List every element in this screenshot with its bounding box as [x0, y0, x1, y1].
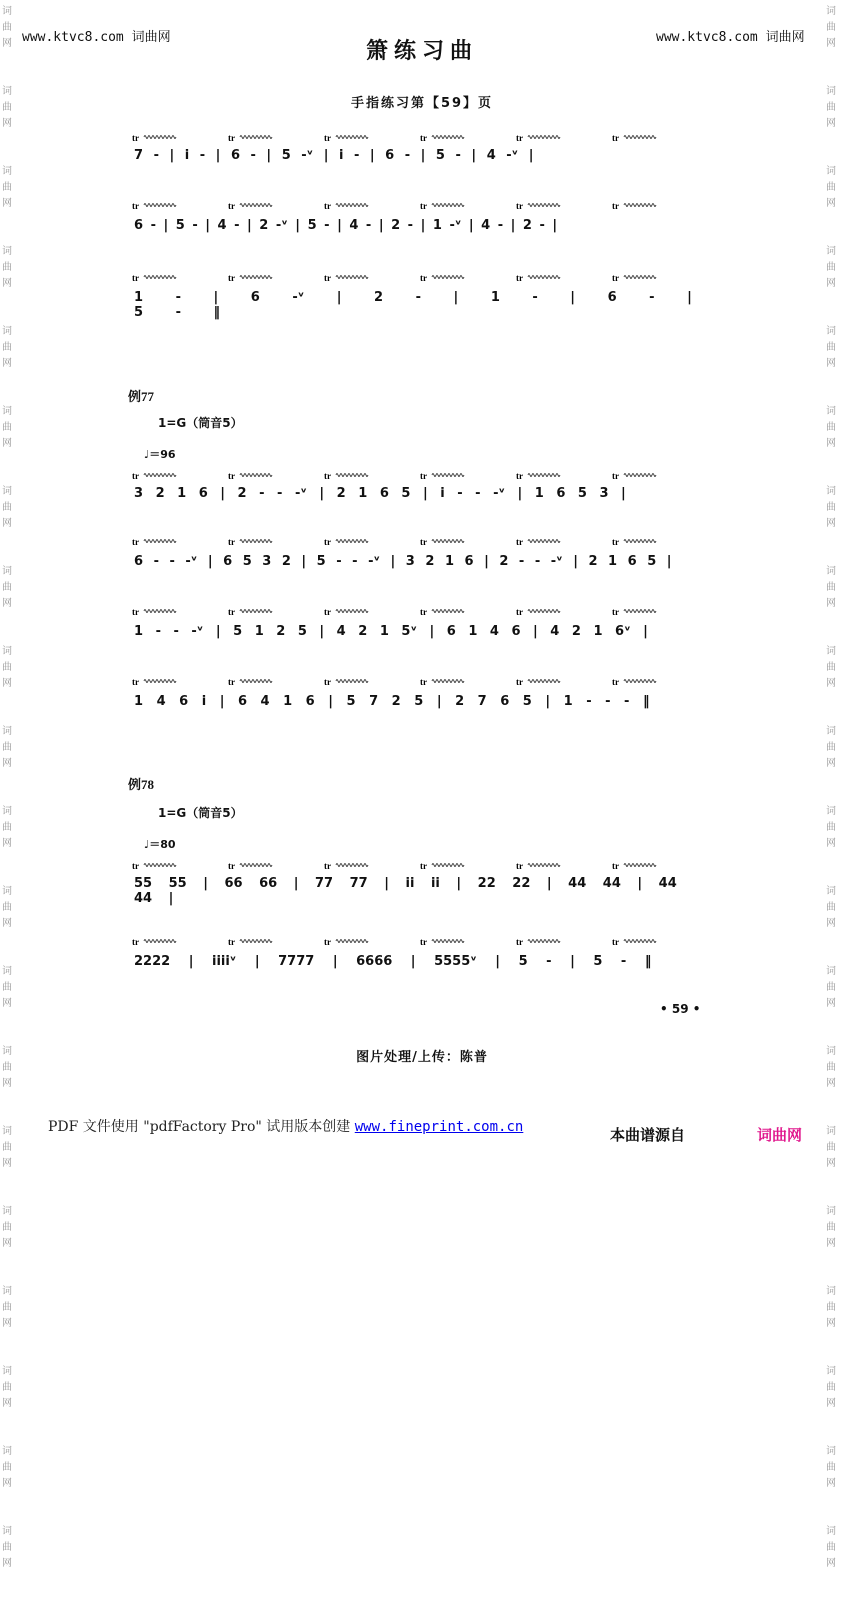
trill-wave — [240, 136, 272, 139]
trill-wave — [144, 940, 176, 943]
trill-symbol: tr — [420, 861, 427, 871]
trill-wave — [432, 204, 464, 207]
trill-marks — [128, 470, 708, 484]
trill-symbol: tr — [612, 537, 619, 547]
score-row — [128, 132, 708, 172]
score-notes: 3 2 1 6 | 2 - - -ᵛ | 2 1 6 5 | i - - -ᵛ | 1 6 5 3 | — [134, 486, 626, 501]
page-subtitle: 手指练习第【59】页 — [350, 96, 494, 111]
trill-wave — [528, 940, 560, 943]
trill-wave — [240, 610, 272, 613]
trill-wave — [240, 204, 272, 207]
trill-symbol: tr — [132, 937, 139, 947]
score-notes: 2222 | iiiiᵛ | 7777 | 6666 | 5555ᵛ | 5 - | 5 - ‖ — [134, 954, 652, 969]
trill-symbol: tr — [324, 201, 331, 211]
left-watermark-strip: 词 曲 网 词 曲 网 词 曲 网 词 曲 网 词 曲 网 词 曲 网 词 曲 网 词 曲 网 词 曲 网 词 曲 网 词 曲 网 词 曲 网 词 曲 网 词 曲 网 词 曲 网 词 曲 网 词 曲 网 词 曲 网 词 曲 网 词 曲 网 — [2, 6, 12, 1569]
score-row — [128, 200, 708, 240]
score-row — [128, 470, 708, 510]
pdf-footer — [48, 1116, 523, 1136]
trill-symbol: tr — [324, 607, 331, 617]
page-title: 箫练习曲 — [365, 38, 478, 64]
score-row — [128, 606, 708, 646]
trill-wave — [144, 680, 176, 683]
tempo-marking: ♩＝80 — [144, 838, 176, 851]
trill-wave — [624, 940, 656, 943]
header-site-right: www.ktvc8.com 词曲网 — [656, 30, 805, 45]
trill-symbol: tr — [420, 537, 427, 547]
trill-symbol: tr — [516, 471, 523, 481]
trill-wave — [432, 136, 464, 139]
trill-wave — [144, 204, 176, 207]
trill-symbol: tr — [132, 537, 139, 547]
trill-symbol: tr — [420, 607, 427, 617]
trill-symbol: tr — [420, 273, 427, 283]
header-site-left: www.ktvc8.com 词曲网 — [22, 30, 171, 45]
right-watermark-strip: 词 曲 网 词 曲 网 词 曲 网 词 曲 网 词 曲 网 词 曲 网 词 曲 网 词 曲 网 词 曲 网 词 曲 网 词 曲 网 词 曲 网 词 曲 网 词 曲 网 词 曲 网 词 曲 网 词 曲 网 词 曲 网 词 曲 网 词 曲 网 — [826, 6, 836, 1569]
trill-symbol: tr — [324, 537, 331, 547]
trill-wave — [144, 474, 176, 477]
trill-wave — [528, 864, 560, 867]
trill-symbol: tr — [132, 677, 139, 687]
trill-symbol: tr — [516, 937, 523, 947]
score-row — [128, 676, 708, 716]
trill-symbol: tr — [132, 471, 139, 481]
trill-symbol: tr — [324, 677, 331, 687]
upload-credit: 图片处理/上传：陈普 — [356, 1050, 488, 1065]
trill-symbol: tr — [420, 201, 427, 211]
trill-wave — [432, 940, 464, 943]
trill-wave — [240, 940, 272, 943]
fineprint-link[interactable]: www.fineprint.com.cn — [354, 1119, 524, 1135]
trill-wave — [336, 474, 368, 477]
trill-symbol: tr — [228, 471, 235, 481]
trill-symbol: tr — [228, 937, 235, 947]
trill-symbol: tr — [612, 133, 619, 143]
trill-wave — [144, 864, 176, 867]
key-signature: 1=G（筒音5） — [158, 416, 243, 430]
trill-symbol: tr — [228, 273, 235, 283]
trill-wave — [432, 610, 464, 613]
trill-wave — [144, 610, 176, 613]
trill-symbol: tr — [612, 607, 619, 617]
trill-symbol: tr — [324, 861, 331, 871]
trill-wave — [240, 540, 272, 543]
trill-wave — [240, 276, 272, 279]
page-number: • 59 • — [660, 1002, 701, 1016]
trill-wave — [336, 204, 368, 207]
trill-marks — [128, 936, 708, 950]
trill-symbol: tr — [516, 677, 523, 687]
trill-wave — [144, 276, 176, 279]
trill-symbol: tr — [612, 201, 619, 211]
trill-wave — [336, 136, 368, 139]
score-row — [128, 536, 708, 576]
trill-symbol: tr — [228, 677, 235, 687]
trill-marks — [128, 676, 708, 690]
trill-symbol: tr — [420, 937, 427, 947]
trill-wave — [528, 680, 560, 683]
trill-symbol: tr — [612, 861, 619, 871]
trill-wave — [336, 864, 368, 867]
trill-symbol: tr — [612, 677, 619, 687]
trill-wave — [624, 540, 656, 543]
trill-symbol: tr — [516, 537, 523, 547]
trill-wave — [432, 864, 464, 867]
score-row — [128, 272, 708, 320]
score-notes: 1 - - -ᵛ | 5 1 2 5 | 4 2 1 5ᵛ | 6 1 4 6 | 4 2 1 6ᵛ | — [134, 624, 648, 639]
trill-wave — [624, 474, 656, 477]
trill-wave — [624, 276, 656, 279]
score-notes: 1 - | 6 -ᵛ | 2 - | 1 - | 6 - | 5 - ‖ — [134, 290, 692, 320]
score-notes: 1 4 6 i | 6 4 1 6 | 5 7 2 5 | 2 7 6 5 | 1 - - - ‖ — [134, 694, 650, 709]
trill-symbol: tr — [228, 537, 235, 547]
score-notes: 6 - | 5 - | 4 - | 2 -ᵛ | 5 - | 4 - | 2 - | 1 -ᵛ | 4 - | 2 - | — [134, 218, 558, 233]
trill-wave — [528, 474, 560, 477]
trill-wave — [240, 680, 272, 683]
score-notes: 7 - | i - | 6 - | 5 -ᵛ | i - | 6 - | 5 - | 4 -ᵛ | — [134, 148, 534, 163]
trill-symbol: tr — [516, 201, 523, 211]
trill-wave — [528, 204, 560, 207]
example-label: 例78 — [128, 777, 155, 792]
trill-wave — [624, 680, 656, 683]
trill-wave — [624, 610, 656, 613]
trill-wave — [432, 474, 464, 477]
trill-wave — [336, 276, 368, 279]
trill-wave — [240, 474, 272, 477]
trill-symbol: tr — [612, 471, 619, 481]
trill-symbol: tr — [612, 273, 619, 283]
score-notes: 6 - - -ᵛ | 6 5 3 2 | 5 - - -ᵛ | 3 2 1 6 | 2 - - -ᵛ | 2 1 6 5 | — [134, 554, 672, 569]
trill-symbol: tr — [324, 133, 331, 143]
trill-wave — [336, 610, 368, 613]
trill-symbol: tr — [132, 861, 139, 871]
trill-wave — [528, 610, 560, 613]
trill-marks — [128, 132, 708, 146]
trill-symbol: tr — [420, 133, 427, 143]
trill-marks — [128, 860, 708, 874]
trill-wave — [336, 680, 368, 683]
trill-symbol: tr — [228, 201, 235, 211]
trill-marks — [128, 536, 708, 550]
trill-symbol: tr — [228, 133, 235, 143]
trill-symbol: tr — [516, 133, 523, 143]
trill-symbol: tr — [324, 273, 331, 283]
trill-marks — [128, 272, 708, 286]
trill-symbol: tr — [228, 607, 235, 617]
trill-wave — [336, 540, 368, 543]
trill-wave — [624, 864, 656, 867]
trill-symbol: tr — [420, 471, 427, 481]
trill-symbol: tr — [516, 607, 523, 617]
trill-symbol: tr — [132, 201, 139, 211]
trill-wave — [336, 940, 368, 943]
trill-wave — [240, 864, 272, 867]
trill-wave — [432, 680, 464, 683]
trill-symbol: tr — [612, 937, 619, 947]
score-notes: 55 55 | 66 66 | 77 77 | ii ii | 22 22 | 44 44 | 44 44 | — [134, 876, 677, 906]
score-row — [128, 936, 708, 976]
trill-wave — [624, 136, 656, 139]
key-signature: 1=G（筒音5） — [158, 806, 243, 820]
trill-wave — [624, 204, 656, 207]
trill-marks — [128, 606, 708, 620]
trill-symbol: tr — [132, 133, 139, 143]
trill-wave — [528, 136, 560, 139]
trill-wave — [144, 540, 176, 543]
trill-symbol: tr — [420, 677, 427, 687]
source-label: 本曲谱源自 — [610, 1126, 686, 1144]
trill-marks — [128, 200, 708, 214]
tempo-marking: ♩＝96 — [144, 448, 176, 461]
pdf-footer-text: PDF 文件使用 "pdfFactory Pro" 试用版本创建 — [48, 1119, 355, 1135]
trill-wave — [144, 136, 176, 139]
trill-symbol: tr — [516, 273, 523, 283]
trill-symbol: tr — [132, 607, 139, 617]
trill-symbol: tr — [228, 861, 235, 871]
trill-symbol: tr — [132, 273, 139, 283]
trill-symbol: tr — [324, 471, 331, 481]
trill-wave — [528, 540, 560, 543]
trill-symbol: tr — [516, 861, 523, 871]
trill-wave — [528, 276, 560, 279]
trill-symbol: tr — [324, 937, 331, 947]
trill-wave — [432, 276, 464, 279]
score-row — [128, 860, 708, 906]
brand-name: 词曲网 — [757, 1126, 803, 1144]
trill-wave — [432, 540, 464, 543]
example-label: 例77 — [128, 389, 155, 404]
